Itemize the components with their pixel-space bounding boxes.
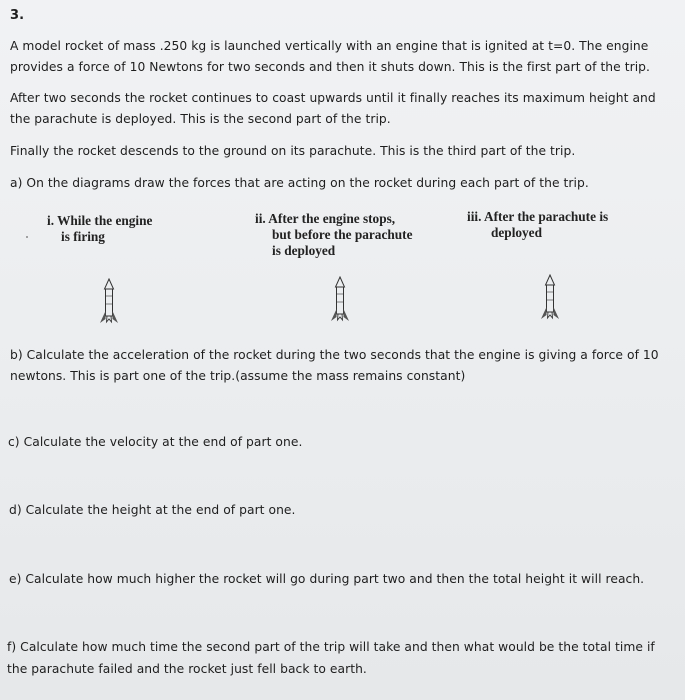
diagram-i-line-2: is firing	[61, 229, 105, 244]
part2-desc-line-2: the parachute is deployed. This is the second part of the trip.	[10, 112, 391, 126]
intro-line-1: A model rocket of mass .250 kg is launched vertically with an engine that is ignited at t=0. The engine	[10, 39, 649, 53]
question-e: e) Calculate how much higher the rocket will go during part two and then the total height it will reach.	[9, 572, 645, 586]
question-f-line-1: f) Calculate how much time the second part of the trip will take and then what would be the total time if	[7, 640, 655, 654]
diagram-i-line-1: i. While the engine	[47, 213, 153, 228]
question-f-line-2: the parachute failed and the rocket just fell back to earth.	[7, 662, 367, 676]
rocket-icon-i	[97, 278, 121, 328]
question-a: a) On the diagrams draw the forces that are acting on the rocket during each part of the trip.	[10, 176, 589, 190]
question-number: 3.	[10, 8, 25, 23]
part2-desc-line-1: After two seconds the rocket continues to coast upwards until it finally reaches its maximum height and	[10, 91, 656, 105]
rocket-icon-ii	[328, 276, 352, 326]
diagram-ii-line-1: ii. After the engine stops,	[255, 211, 396, 226]
intro-line-2: provides a force of 10 Newtons for two seconds and then it shuts down. This is the first part of the trip.	[10, 60, 650, 74]
diagram-ii-line-3: is deployed	[272, 243, 336, 258]
question-c: c) Calculate the velocity at the end of part one.	[8, 435, 303, 449]
question-b-line-1: b) Calculate the acceleration of the rocket during the two seconds that the engine is giving a force of 10	[10, 348, 659, 362]
diagram-ii-line-2: but before the parachute	[272, 227, 413, 242]
question-b-line-2: newtons. This is part one of the trip.(assume the mass remains constant)	[10, 369, 466, 383]
diagram-iii-line-1: iii. After the parachute is	[467, 209, 609, 224]
diagram-iii-line-2: deployed	[491, 225, 542, 240]
rocket-icon-iii	[538, 274, 562, 324]
part3-desc: Finally the rocket descends to the ground on its parachute. This is the third part of the trip.	[10, 144, 576, 158]
stray-mark	[26, 236, 28, 238]
question-d: d) Calculate the height at the end of part one.	[9, 503, 296, 517]
